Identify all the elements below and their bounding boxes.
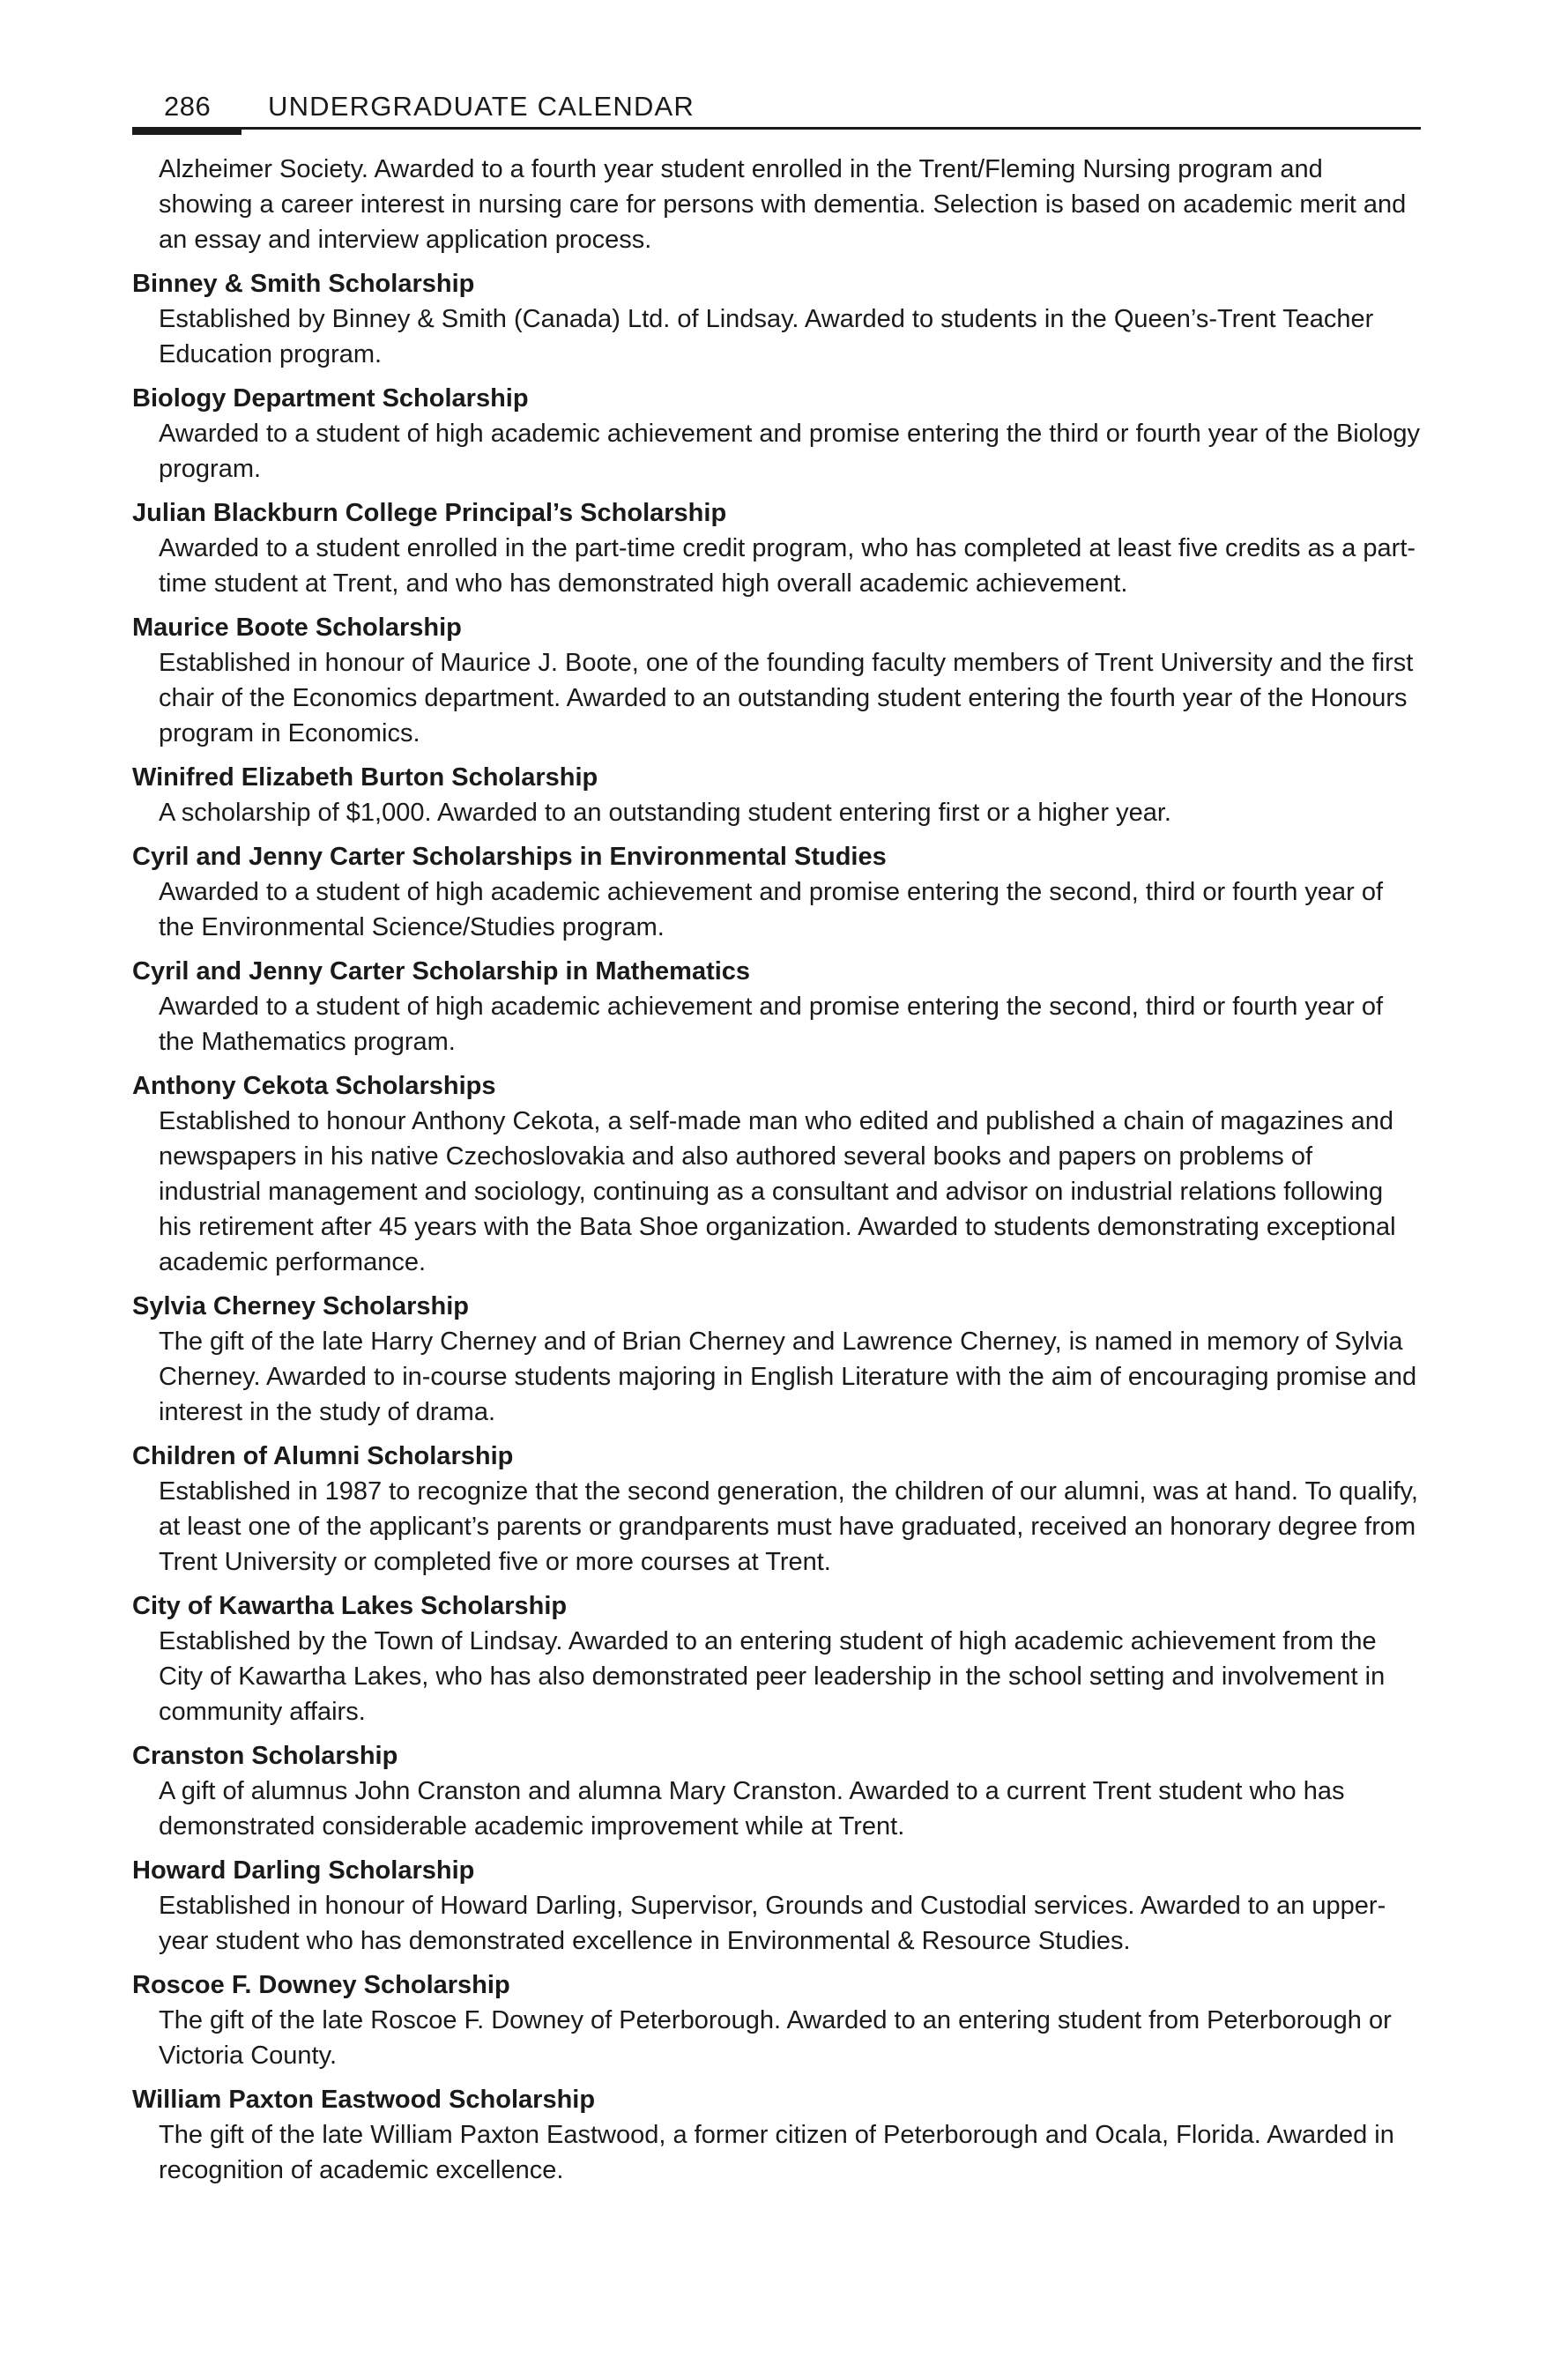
scholarship-entry xyxy=(132,266,1421,372)
continuation-text: Alzheimer Society. Awarded to a fourth year student enrolled in the Trent/Fleming Nursing program and showing a career interest in nursing care for persons with dementia. Selection is based on academic merit and an essay and interview application process. xyxy=(159,155,1407,254)
scholarship-description: Awarded to a student of high academic achievement and promise entering the second, third or fourth year of the Mathematics program. xyxy=(159,993,1384,1056)
scholarship-title: Cyril and Jenny Carter Scholarship in Mathematics xyxy=(132,957,751,985)
scholarship-title: Winifred Elizabeth Burton Scholarship xyxy=(132,763,598,792)
scholarship-entry xyxy=(132,1967,1421,2073)
scholarship-entry xyxy=(132,954,1421,1060)
scholarship-description: The gift of the late William Paxton Eastwood, a former citizen of Peterborough and Ocala, Florida. Awarded in recognition of academic excellence. xyxy=(159,2121,1394,2184)
scholarship-description: The gift of the late Harry Cherney and of Brian Cherney and Lawrence Cherney, is named in memory of Sylvia Cherney. Awarded to in-course students majoring in English Literature with the aim of encouraging promise and interest in the study of drama. xyxy=(159,1328,1417,1426)
scholarship-title: Binney & Smith Scholarship xyxy=(132,270,475,298)
header-rule-block xyxy=(132,127,241,135)
scholarship-entry xyxy=(132,839,1421,945)
calendar-page xyxy=(132,81,1421,2188)
scholarship-description: A gift of alumnus John Cranston and alumna Mary Cranston. Awarded to a current Trent student who has demonstrated considerable academic improvement while at Trent. xyxy=(159,1777,1345,1841)
scholarship-description: Established by Binney & Smith (Canada) Ltd. of Lindsay. Awarded to students in the Queen’s-Trent Teacher Education program. xyxy=(159,305,1374,368)
scholarship-entry xyxy=(132,1588,1421,1729)
scholarship-entry xyxy=(132,1068,1421,1280)
scholarship-description: Established to honour Anthony Cekota, a self-made man who edited and published a chain of magazines and newspapers in his native Czechoslovakia and also authored several books and papers on problems of industrial management and sociology, continuing as a consultant and advisor on industrial relations following his retirement after 45 years with the Bata Shoe organization. Awarded to students demonstrating exceptional academic performance. xyxy=(159,1107,1396,1276)
scholarship-list xyxy=(132,152,1421,2188)
scholarship-title: City of Kawartha Lakes Scholarship xyxy=(132,1592,568,1620)
scholarship-title: Roscoe F. Downey Scholarship xyxy=(132,1971,510,1999)
scholarship-entry xyxy=(132,760,1421,830)
scholarship-title: Biology Department Scholarship xyxy=(132,384,529,413)
scholarship-title: Julian Blackburn College Principal’s Scholarship xyxy=(132,499,727,527)
scholarship-title: Cyril and Jenny Carter Scholarships in Environmental Studies xyxy=(132,843,887,871)
scholarship-entry xyxy=(132,1289,1421,1430)
header-rule xyxy=(132,127,1421,132)
scholarship-description: Awarded to a student of high academic achievement and promise entering the second, third or fourth year of the Environmental Science/Studies program. xyxy=(159,878,1384,941)
page-number: 286 xyxy=(164,91,212,122)
scholarship-entry xyxy=(132,1439,1421,1580)
scholarship-description: The gift of the late Roscoe F. Downey of Peterborough. Awarded to an entering student from Peterborough or Victoria County. xyxy=(159,2006,1392,2070)
scholarship-title: Anthony Cekota Scholarships xyxy=(132,1072,496,1100)
page-header xyxy=(132,81,1421,120)
scholarship-title: Howard Darling Scholarship xyxy=(132,1856,475,1885)
scholarship-title: Sylvia Cherney Scholarship xyxy=(132,1292,469,1320)
scholarship-entry xyxy=(132,1738,1421,1844)
scholarship-description: A scholarship of $1,000. Awarded to an outstanding student entering first or a higher year. xyxy=(159,799,1171,827)
scholarship-entry xyxy=(132,381,1421,487)
header-rule-line xyxy=(132,127,1421,130)
scholarship-description: Established in honour of Howard Darling, Supervisor, Grounds and Custodial services. Awarded to an upper-year student who has demonstrated excellence in Environmental & Resource Studies. xyxy=(159,1892,1386,1955)
scholarship-description: Awarded to a student enrolled in the part-time credit program, who has completed at least five credits as a part-time student at Trent, and who has demonstrated high overall academic achievement. xyxy=(159,534,1416,598)
scholarship-description: Awarded to a student of high academic achievement and promise entering the third or fourth year of the Biology program. xyxy=(159,420,1420,483)
running-head: UNDERGRADUATE CALENDAR xyxy=(268,91,695,122)
scholarship-title: Cranston Scholarship xyxy=(132,1742,398,1770)
scholarship-entry xyxy=(132,1853,1421,1959)
scholarship-description: Established by the Town of Lindsay. Awarded to an entering student of high academic achievement from the City of Kawartha Lakes, who has also demonstrated peer leadership in the school setting and involvement in community affairs. xyxy=(159,1627,1386,1726)
scholarship-title: Maurice Boote Scholarship xyxy=(132,614,462,642)
scholarship-entry xyxy=(132,2082,1421,2188)
scholarship-title: William Paxton Eastwood Scholarship xyxy=(132,2086,596,2114)
scholarship-title: Children of Alumni Scholarship xyxy=(132,1442,514,1470)
scholarship-description: Established in honour of Maurice J. Boote, one of the founding faculty members of Trent University and the first chair of the Economics department. Awarded to an outstanding student entering the fourth year of the Honours program in Economics. xyxy=(159,649,1414,747)
scholarship-entry xyxy=(132,495,1421,601)
scholarship-entry xyxy=(132,610,1421,751)
scholarship-description: Established in 1987 to recognize that the second generation, the children of our alumni, was at hand. To qualify, at least one of the applicant’s parents or grandparents must have graduated, received an honorary degree from Trent University or completed five or more courses at Trent. xyxy=(159,1477,1418,1576)
